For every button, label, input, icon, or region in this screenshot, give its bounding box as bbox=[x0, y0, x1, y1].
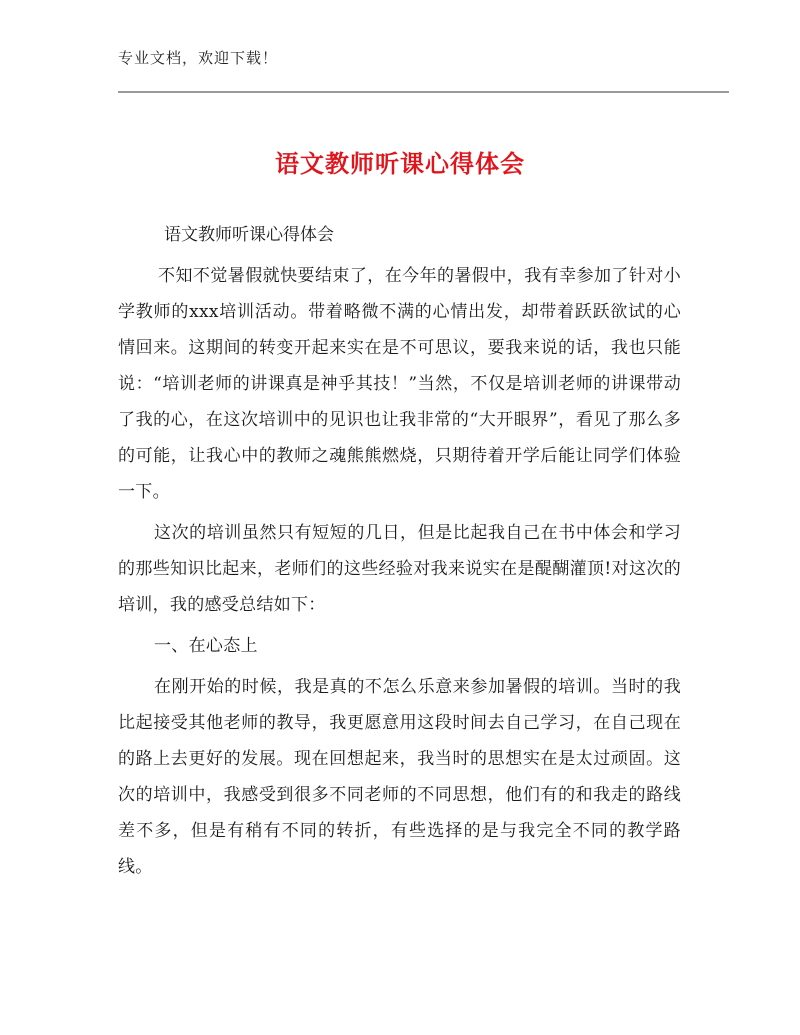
document-subtitle: 语文教师听课心得体会 bbox=[164, 225, 334, 245]
document-body bbox=[118, 222, 681, 890]
header-note: 专业文档，欢迎下载！ bbox=[118, 49, 279, 67]
section-paragraph-1: 在刚开始的时候，我是真的不怎么乐意来参加暑假的培训。当时的我比起接受其他老师的教导，我更愿意用这段时间去自己学习，在自己现在的路上去更好的发展。现在回想起来，我当时的思想实在是太过顽固。这次的培训中，我感受到很多不同老师的不同思想，他们有的和我走的路线差不多，但是有稍有不同的转折，有些选择的是与我完全不同的教学路线。 bbox=[118, 677, 681, 877]
document-title: 语文教师听课心得体会 bbox=[275, 150, 525, 178]
header-divider bbox=[118, 91, 729, 93]
section-heading: 一、在心态上 bbox=[154, 636, 258, 656]
paragraph-2: 这次的培训虽然只有短短的几日，但是比起我自己在书中体会和学习的那些知识比起来，老师们的这些经验对我来说实在是醍醐灌顶!对这次的培训，我的感受总结如下： bbox=[118, 523, 681, 615]
paragraph-1: 不知不觉暑假就快要结束了，在今年的暑假中，我有幸参加了针对小学教师的xxx培训活动。带着略微不满的心情出发，却带着跃跃欲试的心情回来。这期间的转变开起来实在是不可思议，要我来说的话，我也只能说：“培训老师的讲课真是神乎其技！”当然，不仅是培训老师的讲课带动了我的心，在这次培训中的见识也让我非常的“大开眼界”，看见了那么多的可能，让我心中的教师之魂熊熊燃烧，只期待着开学后能让同学们体验一下。 bbox=[118, 266, 681, 502]
